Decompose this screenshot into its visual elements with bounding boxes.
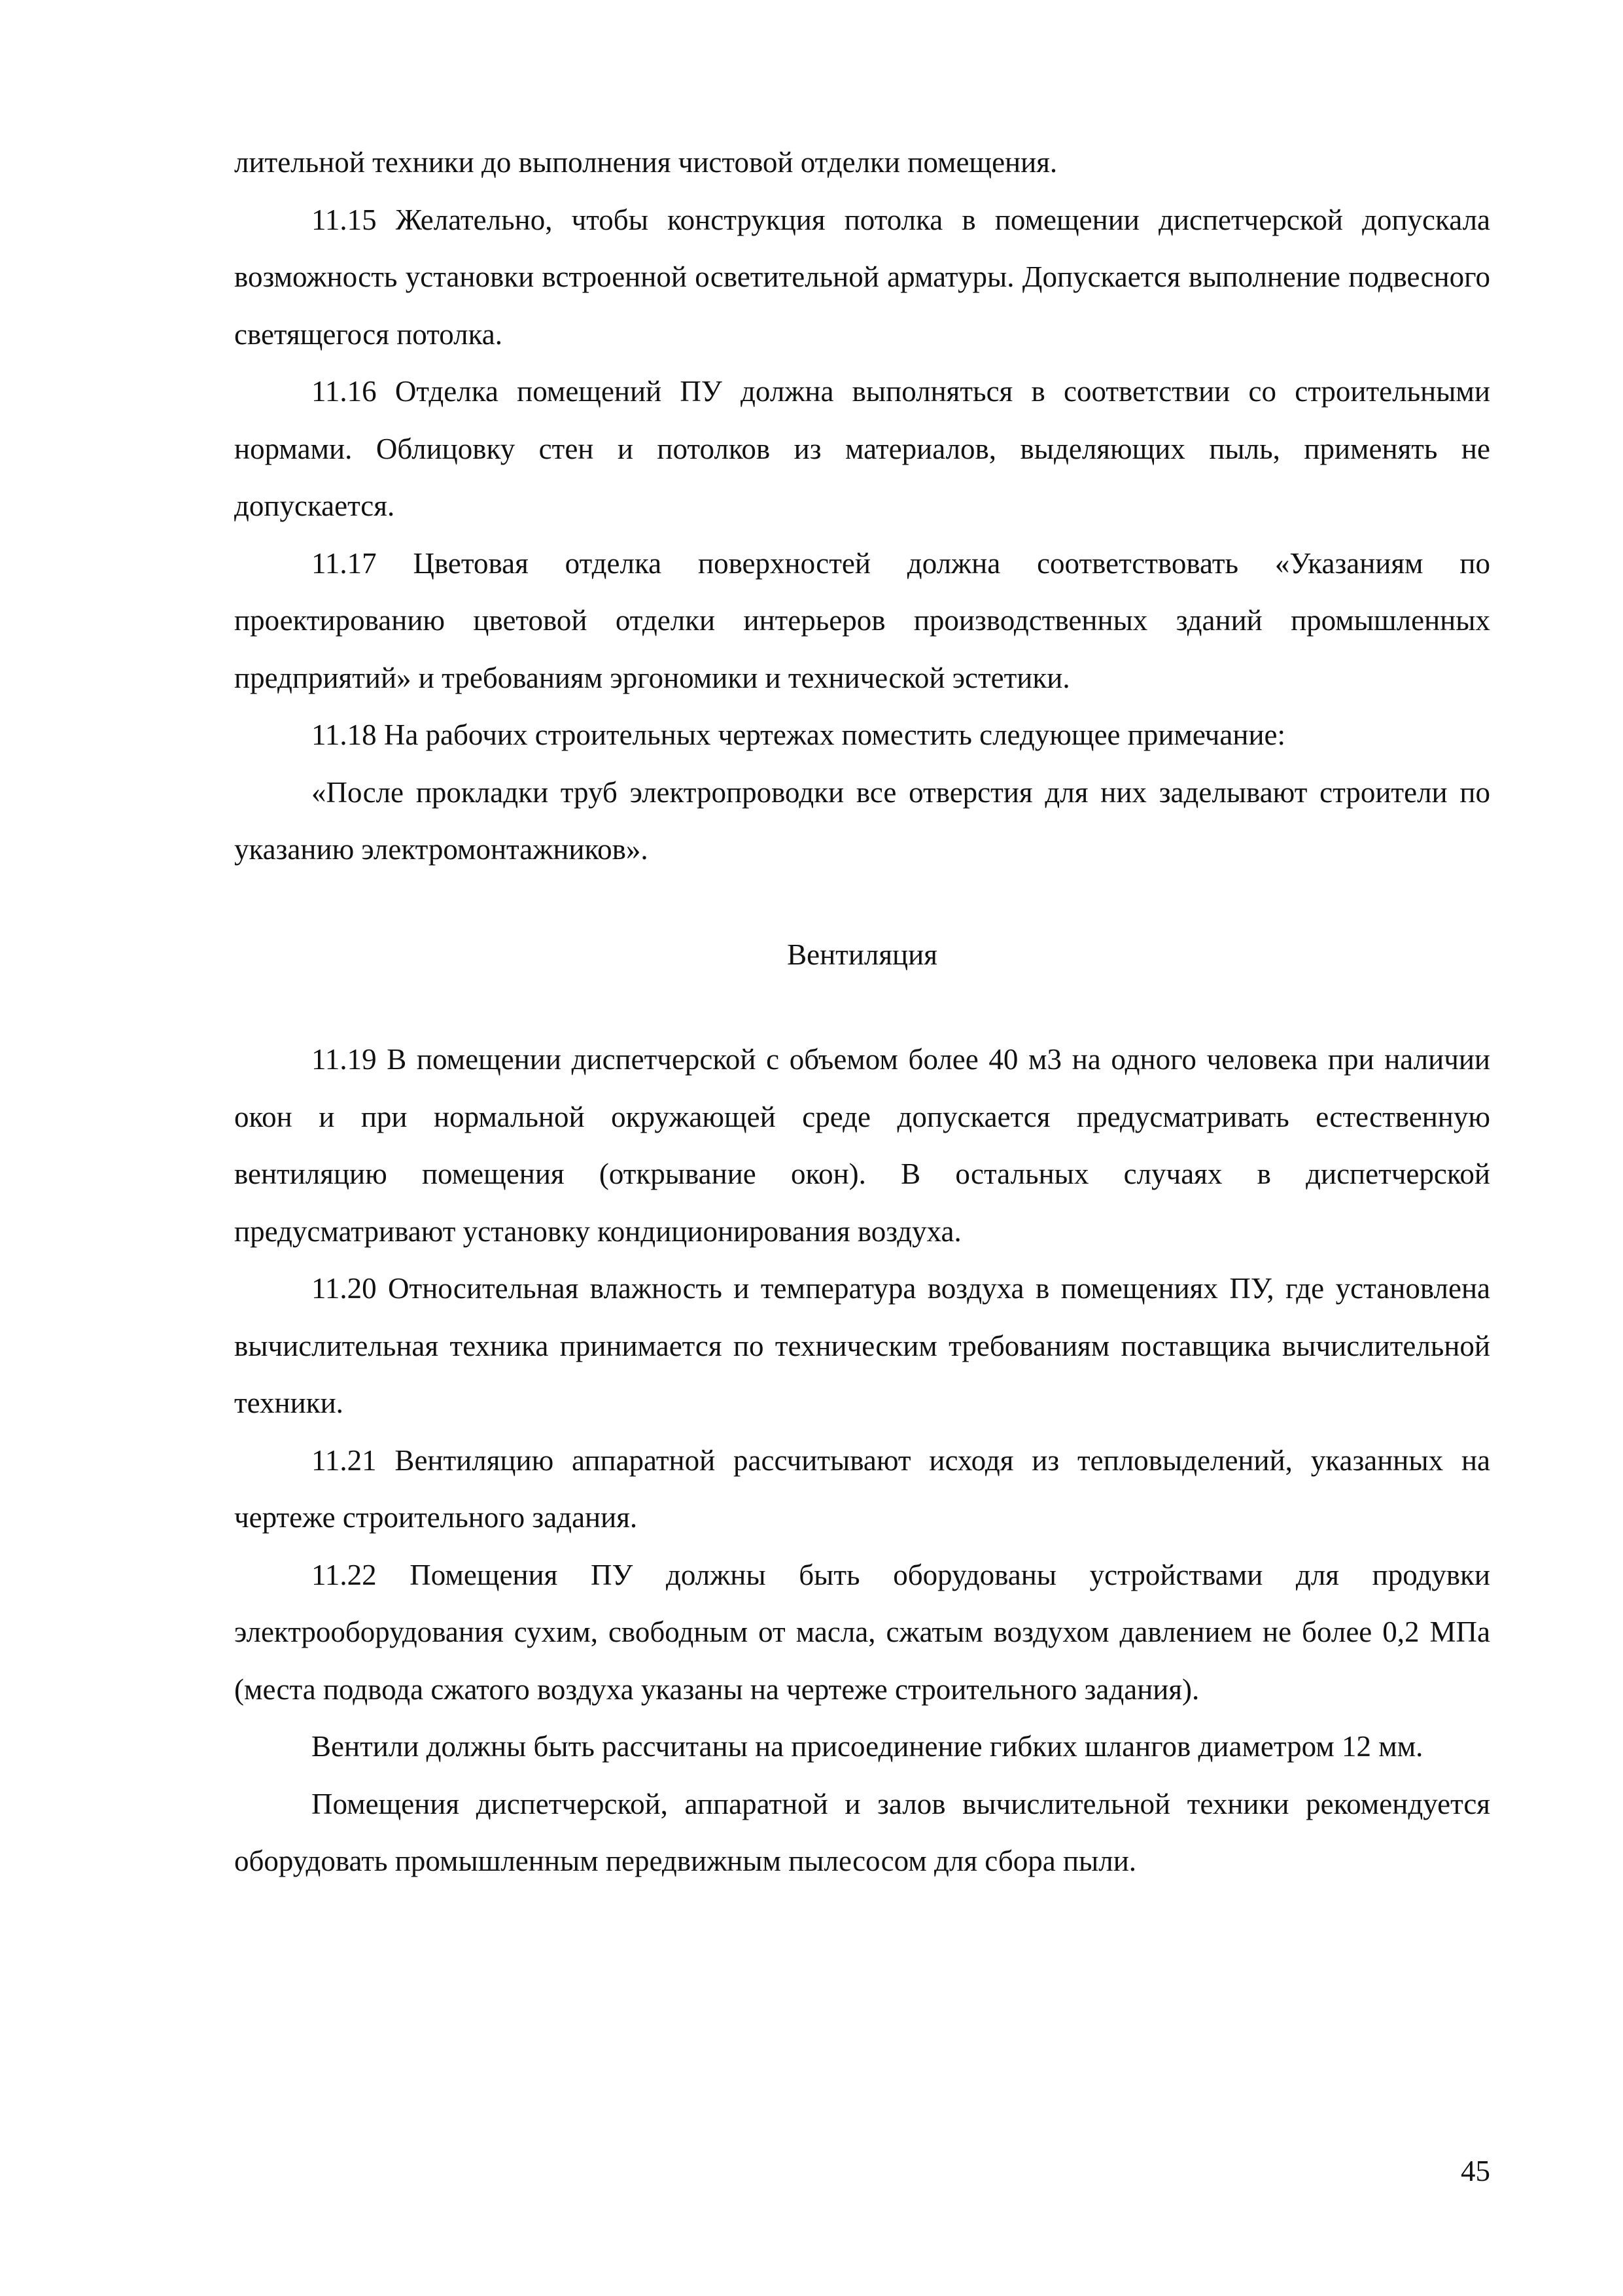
paragraph-11-16: 11.16 Отделка помещений ПУ должна выполняться в соответствии со строительными нормами. Облицовку стен и потолков из материалов, выделяющих пыль, применять не допускается.: [234, 375, 1490, 522]
document-body: [234, 134, 1490, 1890]
paragraph-11-21: 11.21 Вентиляцию аппаратной рассчитывают исходя из тепловыделений, указанных на чертеже строительного задания.: [234, 1443, 1490, 1534]
paragraph-11-20: 11.20 Относительная влажность и температура воздуха в помещениях ПУ, где установлена вычислительная техника принимается по техническим требованиям поставщика вычислительной техники.: [234, 1272, 1490, 1419]
paragraph-11-22: 11.22 Помещения ПУ должны быть оборудованы устройствами для продувки электрооборудования сухим, свободным от масла, сжатым воздухом давлением не более 0,2 МПа (места подвода сжатого воздуха указаны на чертеже строительного задания).: [234, 1558, 1490, 1706]
paragraph-11-17: 11.17 Цветовая отделка поверхностей должна соответствовать «Указаниям по проектированию цветовой отделки интерьеров производственных зданий промышленных предприятий» и требованиям эргономики и технической эстетики.: [234, 546, 1490, 694]
paragraph-11-18: 11.18 На рабочих строительных чертежах поместить следующее примечание:: [311, 718, 1285, 751]
paragraph-continuation: лительной техники до выполнения чистовой отделки помещения.: [234, 146, 1058, 179]
paragraph-valves: Вентили должны быть рассчитаны на присоединение гибких шлангов диаметром 12 мм.: [311, 1730, 1423, 1763]
paragraph-11-18-note: «После прокладки труб электропроводки все отверстия для них заделывают строители по указанию электромонтажников».: [234, 775, 1490, 866]
section-heading-ventilation: Вентиляция: [787, 938, 937, 971]
paragraph-vacuum-cleaner: Помещения диспетчерской, аппаратной и залов вычислительной техники рекомендуется оборудовать промышленным передвижным пылесосом для сбора пыли.: [234, 1787, 1490, 1877]
page-number: 45: [1461, 2155, 1490, 2187]
paragraph-11-15: 11.15 Желательно, чтобы конструкция потолка в помещении диспетчерской допускала возможность установки встроенной осветительной арматуры. Допускается выполнение подвесного светящегося потолка.: [234, 203, 1490, 351]
paragraph-11-19: 11.19 В помещении диспетчерской с объемом более 40 м3 на одного человека при наличии окон и при нормальной окружающей среде допускается предусматривать естественную вентиляцию помещения (открывание окон). В остальных случаях в диспетчерской предусматривают установку кондиционирования воздуха.: [234, 1043, 1490, 1248]
